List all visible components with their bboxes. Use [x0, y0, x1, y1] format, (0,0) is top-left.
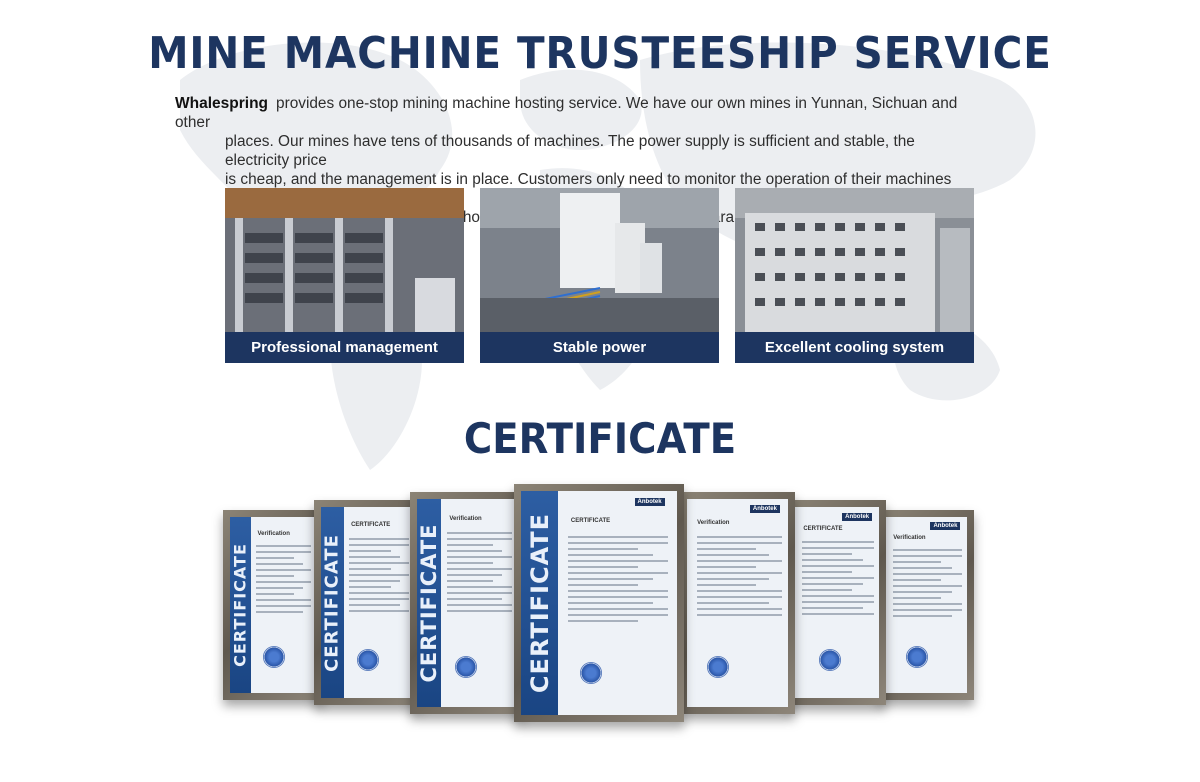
certificate-frame-center: CERTIFICATE Anbotek CERTIFICATE	[514, 484, 684, 722]
cooling-wall-photo	[735, 188, 974, 333]
feature-professional-management	[225, 188, 464, 363]
certificate-frame: CERTIFICATE Verification	[223, 510, 323, 700]
intro-line-2: places. Our mines have tens of thousands of machines. The power supply is sufficient and stable, the electricity price	[225, 133, 915, 169]
certificate-seal-icon	[263, 646, 285, 668]
brand-name: Whalespring	[175, 95, 269, 112]
anbotek-logo: Anbotek	[842, 513, 872, 521]
anbotek-logo: Anbotek	[635, 498, 665, 506]
certificate-seal-icon	[707, 656, 729, 678]
feature-excellent-cooling	[735, 188, 974, 363]
certificate-seal-icon	[357, 649, 379, 671]
certificate-section-title: CERTIFICATE	[463, 414, 737, 463]
certificate-seal-icon	[455, 656, 477, 678]
certificate-frame: CERTIFICATE Verification	[410, 492, 525, 714]
certificate-seal-icon	[580, 662, 602, 684]
anbotek-logo: Anbotek	[930, 522, 960, 530]
certificate-seal-icon	[906, 646, 928, 668]
certificate-frame: Anbotek Verification	[680, 492, 795, 714]
intro-line-3: is cheap, and the management is in place. Customers only need to monitor the operation of their machines	[225, 171, 952, 188]
feature-stable-power	[480, 188, 719, 363]
mining-farm-racks-photo	[225, 188, 464, 333]
certificate-frame: Anbotek CERTIFICATE	[786, 500, 886, 705]
anbotek-logo: Anbotek	[750, 505, 780, 513]
page-title: MINE MACHINE TRUSTEESHIP SERVICE	[148, 28, 1052, 79]
certificate-frame: CERTIFICATE CERTIFICATE	[314, 500, 422, 705]
power-cabinets-photo	[480, 188, 719, 333]
certificate-frame: Anbotek Verification	[878, 510, 974, 700]
feature-caption: Stable power	[480, 332, 719, 363]
feature-caption: Excellent cooling system	[735, 332, 974, 363]
certificate-seal-icon	[819, 649, 841, 671]
intro-line-1: provides one-stop mining machine hosting service. We have our own mines in Yunnan, Sichuan and other	[175, 95, 958, 131]
certificate-gallery	[0, 480, 1200, 740]
intro-line-4: guarantee	[694, 209, 765, 226]
feature-caption: Professional management	[225, 332, 464, 363]
